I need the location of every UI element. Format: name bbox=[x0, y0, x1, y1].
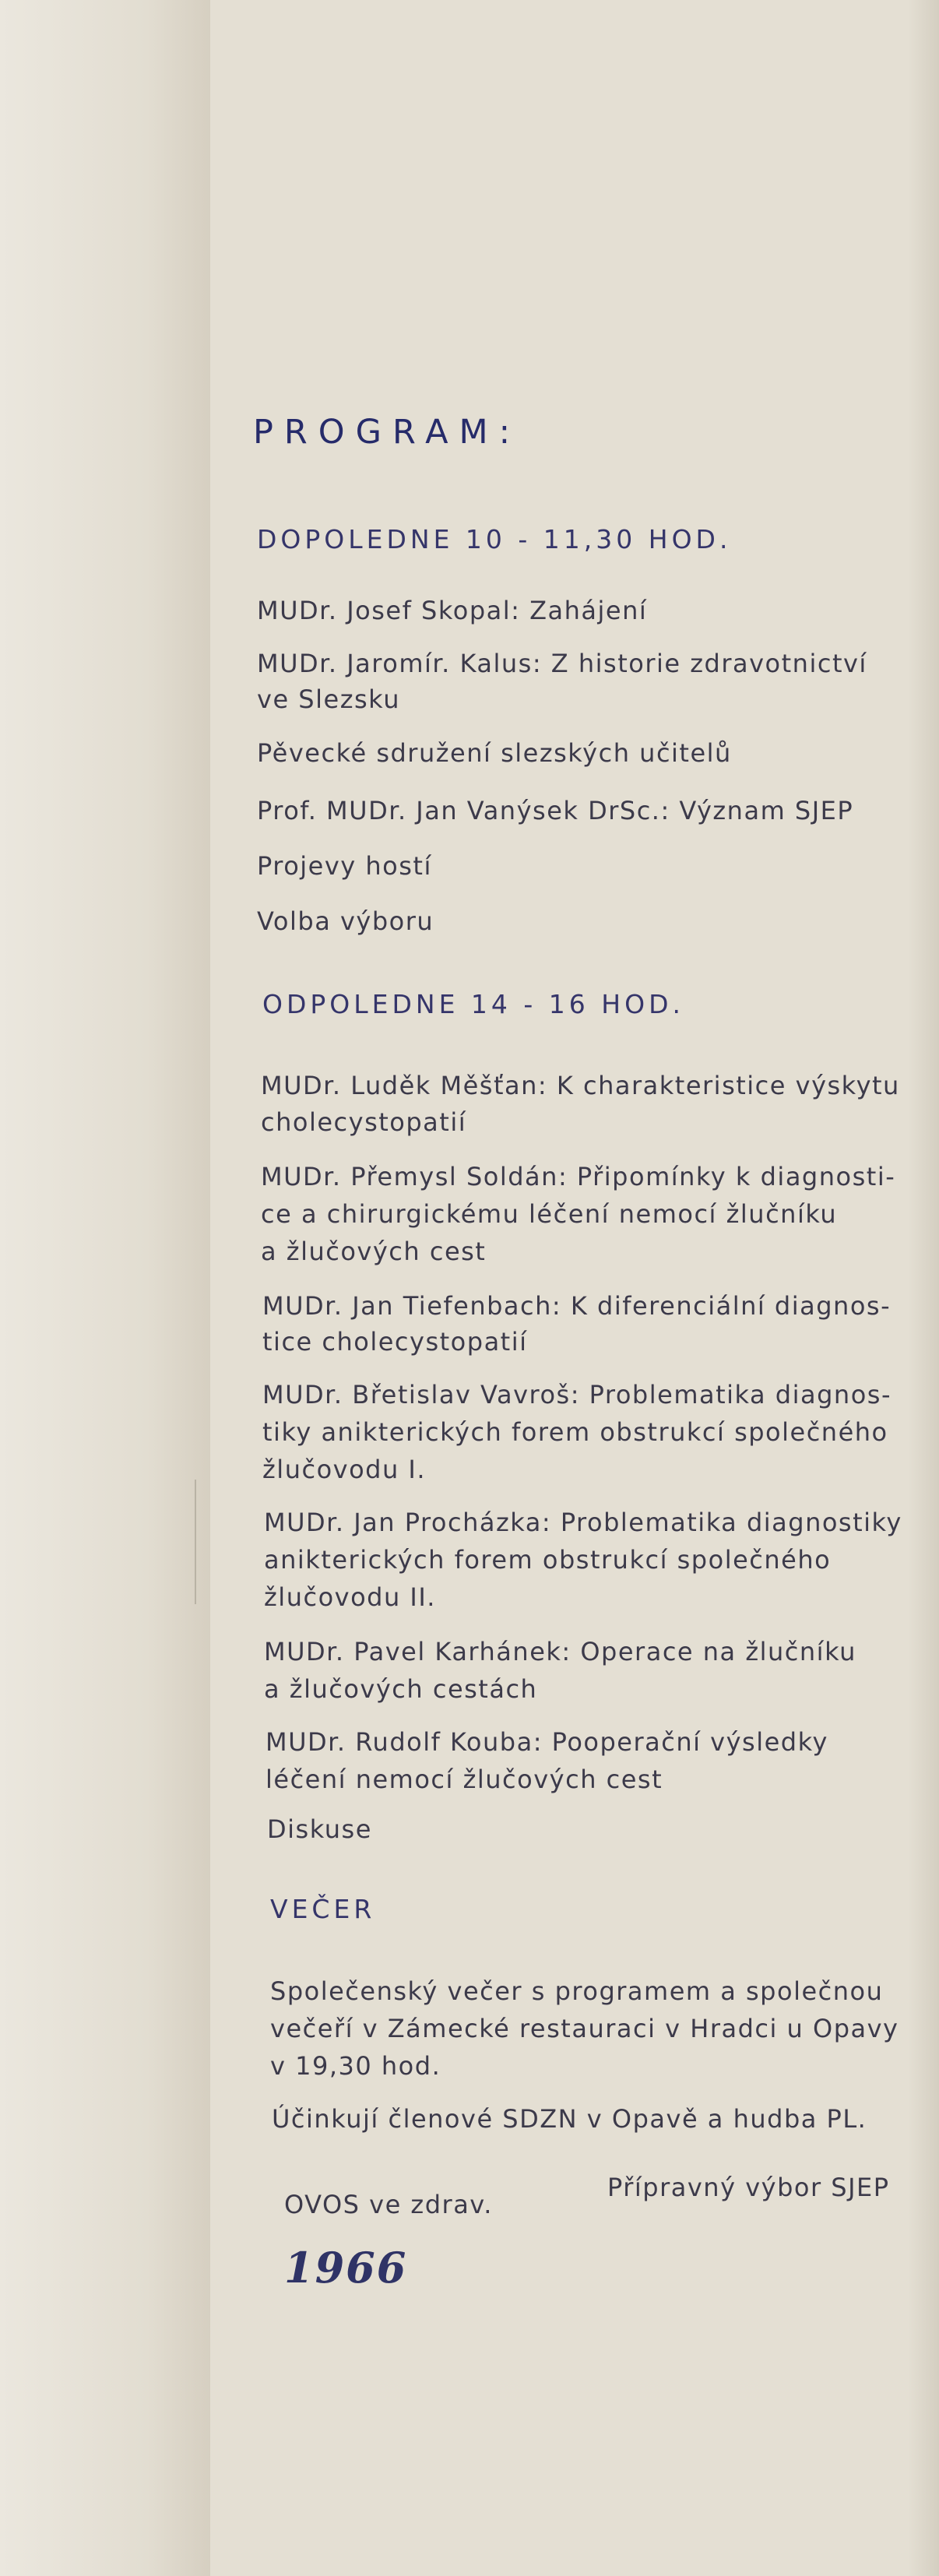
morning-heading: DOPOLEDNE 10 - 11,30 HOD. bbox=[257, 524, 732, 554]
afternoon-item: MUDr. Pavel Karhánek: Operace na žlučníku bbox=[264, 1637, 856, 1666]
paper-crease bbox=[195, 1480, 196, 1604]
afternoon-item: tiky anikterických forem obstrukcí společného bbox=[262, 1417, 888, 1447]
morning-item: Volba výboru bbox=[257, 906, 434, 936]
afternoon-item: anikterických forem obstrukcí společného bbox=[264, 1545, 832, 1575]
afternoon-item: ce a chirurgickému léčení nemocí žlučníku bbox=[261, 1199, 838, 1229]
afternoon-item: a žlučových cest bbox=[261, 1237, 487, 1266]
morning-item: MUDr. Josef Skopal: Zahájení bbox=[257, 596, 648, 625]
afternoon-item: tice cholecystopatií bbox=[262, 1327, 528, 1357]
afternoon-item: MUDr. Luděk Měšťan: K charakteristice výskytu bbox=[261, 1071, 900, 1100]
afternoon-item: žlučovodu II. bbox=[264, 1582, 436, 1612]
footer-organizer-right: Přípravný výbor SJEP bbox=[607, 2173, 890, 2202]
handwritten-year: 1966 bbox=[284, 2243, 408, 2293]
morning-item: Pěvecké sdružení slezských učitelů bbox=[257, 738, 732, 768]
morning-item: Prof. MUDr. Jan Vanýsek DrSc.: Význam SJEP bbox=[257, 796, 854, 825]
afternoon-item: MUDr. Rudolf Kouba: Pooperační výsledky bbox=[266, 1727, 828, 1757]
afternoon-item: léčení nemocí žlučových cest bbox=[266, 1765, 663, 1794]
afternoon-item: Diskuse bbox=[267, 1814, 372, 1844]
program-title: PROGRAM: bbox=[253, 413, 522, 452]
evening-item: v 19,30 hod. bbox=[270, 2051, 441, 2081]
evening-item: Účinkují členové SDZN v Opavě a hudba PL. bbox=[272, 2104, 867, 2134]
afternoon-item: MUDr. Jan Procházka: Problematika diagnostiky bbox=[264, 1508, 902, 1537]
morning-item: MUDr. Jaromír. Kalus: Z historie zdravotnictví bbox=[257, 649, 867, 678]
evening-heading: VEČER bbox=[270, 1894, 376, 1924]
fold-margin bbox=[0, 0, 210, 2576]
afternoon-item: MUDr. Břetislav Vavroš: Problematika diagnos- bbox=[262, 1380, 892, 1409]
footer-organizer-left: OVOS ve zdrav. bbox=[284, 2190, 493, 2219]
afternoon-heading: ODPOLEDNE 14 - 16 HOD. bbox=[262, 989, 684, 1019]
afternoon-item: a žlučových cestách bbox=[264, 1674, 538, 1704]
paper-edge-shadow bbox=[908, 0, 939, 2576]
afternoon-item: žlučovodu I. bbox=[262, 1455, 427, 1484]
evening-item: večeří v Zámecké restauraci v Hradci u Opavy bbox=[270, 2014, 899, 2043]
evening-item: Společenský večer s programem a společnou bbox=[270, 1976, 884, 2006]
afternoon-item: cholecystopatií bbox=[261, 1107, 467, 1137]
afternoon-item: MUDr. Přemysl Soldán: Připomínky k diagnosti- bbox=[261, 1162, 896, 1191]
morning-item: Projevy hostí bbox=[257, 851, 432, 881]
morning-item: ve Slezsku bbox=[257, 684, 400, 714]
afternoon-item: MUDr. Jan Tiefenbach: K diferenciální diagnos- bbox=[262, 1291, 892, 1321]
